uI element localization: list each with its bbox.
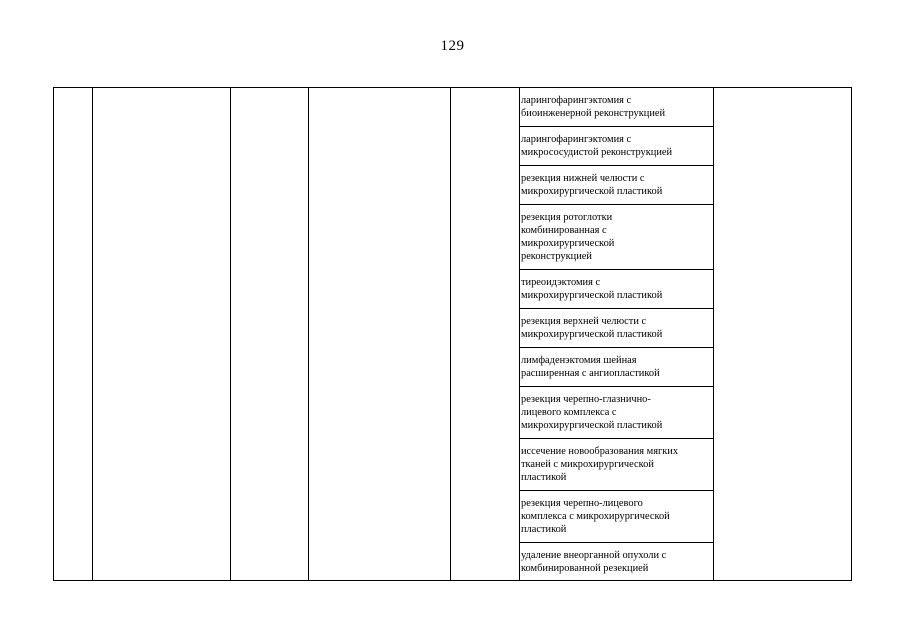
row-divider [519, 269, 713, 270]
procedure-cell: ларингофарингэктомия с микрососудистой реконструкцией [521, 134, 673, 158]
procedure-cell: удаление внеорганной опухоли с комбинированной резекцией [521, 550, 667, 574]
procedure-cell: резекция нижней челюсти с микрохирургической пластикой [521, 173, 663, 197]
page-number: 129 [440, 38, 465, 54]
row-divider [519, 490, 713, 491]
row-divider [519, 386, 713, 387]
row-divider [519, 438, 713, 439]
procedure-cell: иссечение новообразования мягких тканей с микрохирургической пластикой [521, 446, 679, 483]
column-divider [519, 88, 520, 580]
column-divider [713, 88, 714, 580]
row-divider [519, 347, 713, 348]
column-divider [450, 88, 451, 580]
column-divider [92, 88, 93, 580]
procedures-table [53, 87, 852, 581]
procedure-cell: ларингофарингэктомия с биоинженерной реконструкцией [521, 95, 666, 119]
procedure-cell: резекция верхней челюсти с микрохирургической пластикой [521, 316, 663, 340]
procedure-cell: резекция ротоглотки комбинированная с микрохирургической реконструкцией [521, 212, 615, 262]
column-divider [308, 88, 309, 580]
row-divider [519, 542, 713, 543]
procedure-cell: резекция черепно-лицевого комплекса с микрохирургической пластикой [521, 498, 670, 535]
row-divider [519, 204, 713, 205]
row-divider [519, 126, 713, 127]
row-divider [519, 165, 713, 166]
column-divider [230, 88, 231, 580]
row-divider [519, 308, 713, 309]
procedure-cell: тиреоидэктомия с микрохирургической пластикой [521, 277, 663, 301]
procedure-cell: резекция черепно-глазнично- лицевого комплекса с микрохирургической пластикой [521, 394, 663, 431]
procedure-cell: лимфаденэктомия шейная расширенная с ангиопластикой [521, 355, 660, 379]
